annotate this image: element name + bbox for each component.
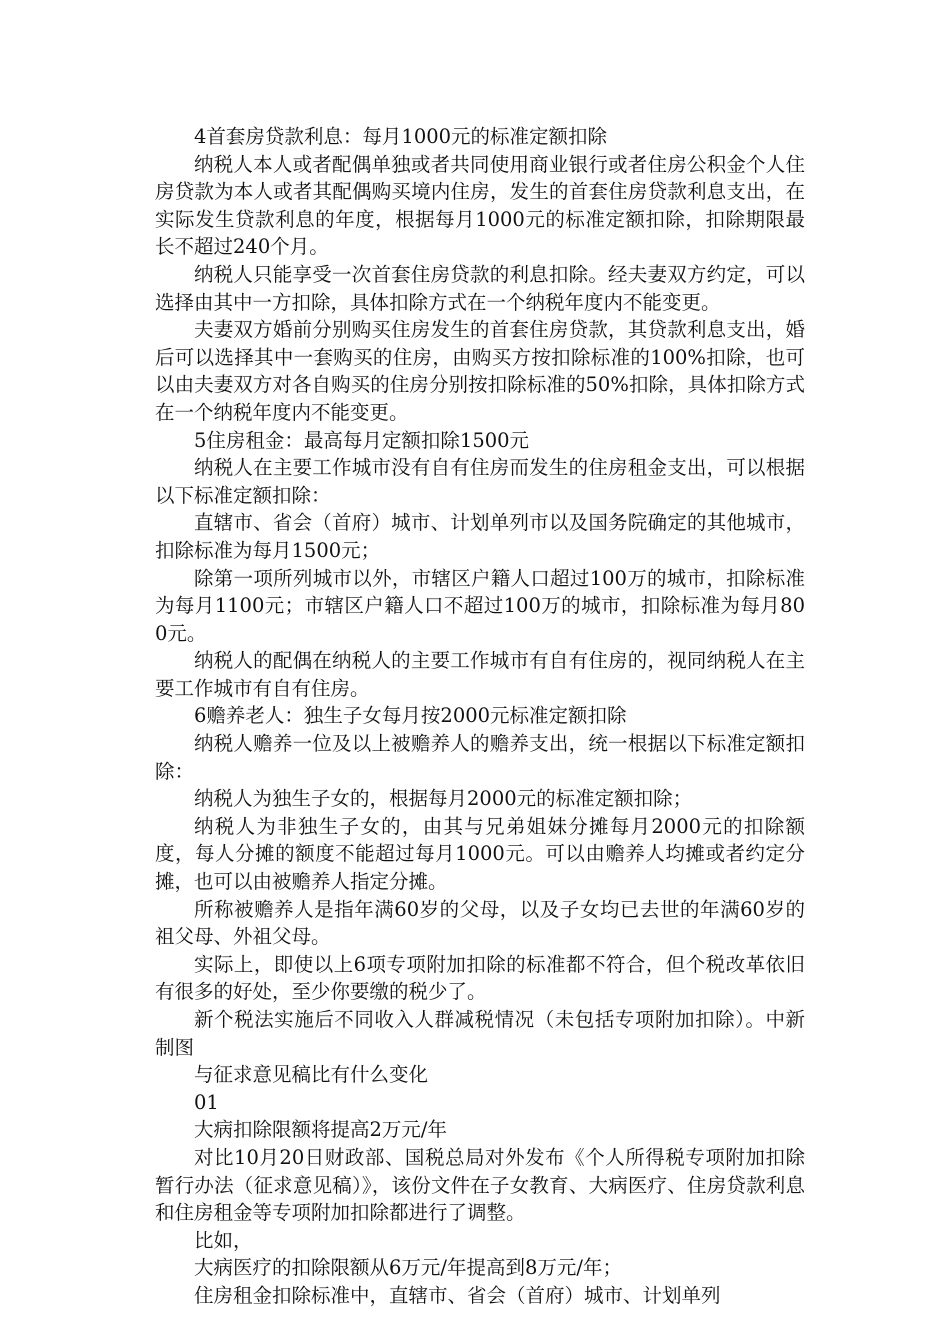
section-heading-5: 5住房租金：最高每月定额扣除1500元 [194,428,530,452]
paragraph: 纳税人为非独生子女的，由其与兄弟姐妹分摊每月2000元的扣除额度，每人分摊的额度不能超过每月1000元。可以由赡养人均摊或者约定分摊，也可以由被赡养人指定分摊。 [155,814,805,894]
paragraph: 对比10月20日财政部、国税总局对外发布《个人所得税专项附加扣除暂行办法（征求意见稿）》，该份文件在子女教育、大病医疗、住房贷款利息和住房租金等专项附加扣除都进行了调整。 [155,1145,805,1225]
paragraph: 实际上，即使以上6项专项附加扣除的标准都不符合，但个税改革依旧有很多的好处，至少你要缴的税少了。 [155,952,805,1004]
paragraph: 所称被赡养人是指年满60岁的父母，以及子女均已去世的年满60岁的祖父母、外祖父母。 [155,897,805,949]
section-heading: 与征求意见稿比有什么变化 [194,1063,429,1087]
document-body [155,123,805,1310]
section-number: 01 [194,1090,219,1114]
figure-caption: 新个税法实施后不同收入人群减税情况（未包括专项附加扣除）。中新制图 [155,1008,805,1059]
paragraph: 纳税人本人或者配偶单独或者共同使用商业银行或者住房公积金个人住房贷款为本人或者其配偶购买境内住房，发生的首套住房贷款利息支出，在实际发生贷款利息的年度，根据每月1000元的标准定额扣除，扣除期限最长不超过240个月。 [155,152,805,259]
subsection-heading: 大病扣除限额将提高2万元/年 [194,1118,447,1142]
paragraph: 纳税人在主要工作城市没有自有住房而发生的住房租金支出，可以根据以下标准定额扣除： [155,456,805,507]
paragraph: 纳税人赡养一位及以上被赡养人的赡养支出，统一根据以下标准定额扣除： [155,732,805,783]
paragraph: 比如， [194,1228,253,1252]
section-heading-6: 6赡养老人：独生子女每月按2000元标准定额扣除 [194,704,627,728]
section-heading-4: 4首套房贷款利息：每月1000元的标准定额扣除 [194,125,608,148]
paragraph: 除第一项所列城市以外，市辖区户籍人口超过100万的城市，扣除标准为每月1100元；市辖区户籍人口不超过100万的城市，扣除标准为每月800元。 [155,566,805,645]
paragraph: 纳税人的配偶在纳税人的主要工作城市有自有住房的，视同纳税人在主要工作城市有自有住房。 [155,649,805,700]
paragraph: 纳税人为独生子女的，根据每月2000元的标准定额扣除； [194,787,693,811]
paragraph: 大病医疗的扣除限额从6万元/年提高到8万元/年； [194,1256,622,1280]
paragraph: 夫妻双方婚前分别购买住房发生的首套住房贷款，其贷款利息支出，婚后可以选择其中一套购买的住房，由购买方按扣除标准的100%扣除，也可以由夫妻双方对各自购买的住房分别按扣除标准的50%扣除，具体扣除方式在一个纳税年度内不能变更。 [155,318,805,424]
paragraph: 纳税人只能享受一次首套住房贷款的利息扣除。经夫妻双方约定，可以选择由其中一方扣除，具体扣除方式在一个纳税年度内不能变更。 [155,262,805,314]
paragraph: 住房租金扣除标准中，直辖市、省会（首府）城市、计划单列 [194,1283,721,1307]
paragraph: 直辖市、省会（首府）城市、计划单列市以及国务院确定的其他城市，扣除标准为每月1500元； [155,511,805,562]
